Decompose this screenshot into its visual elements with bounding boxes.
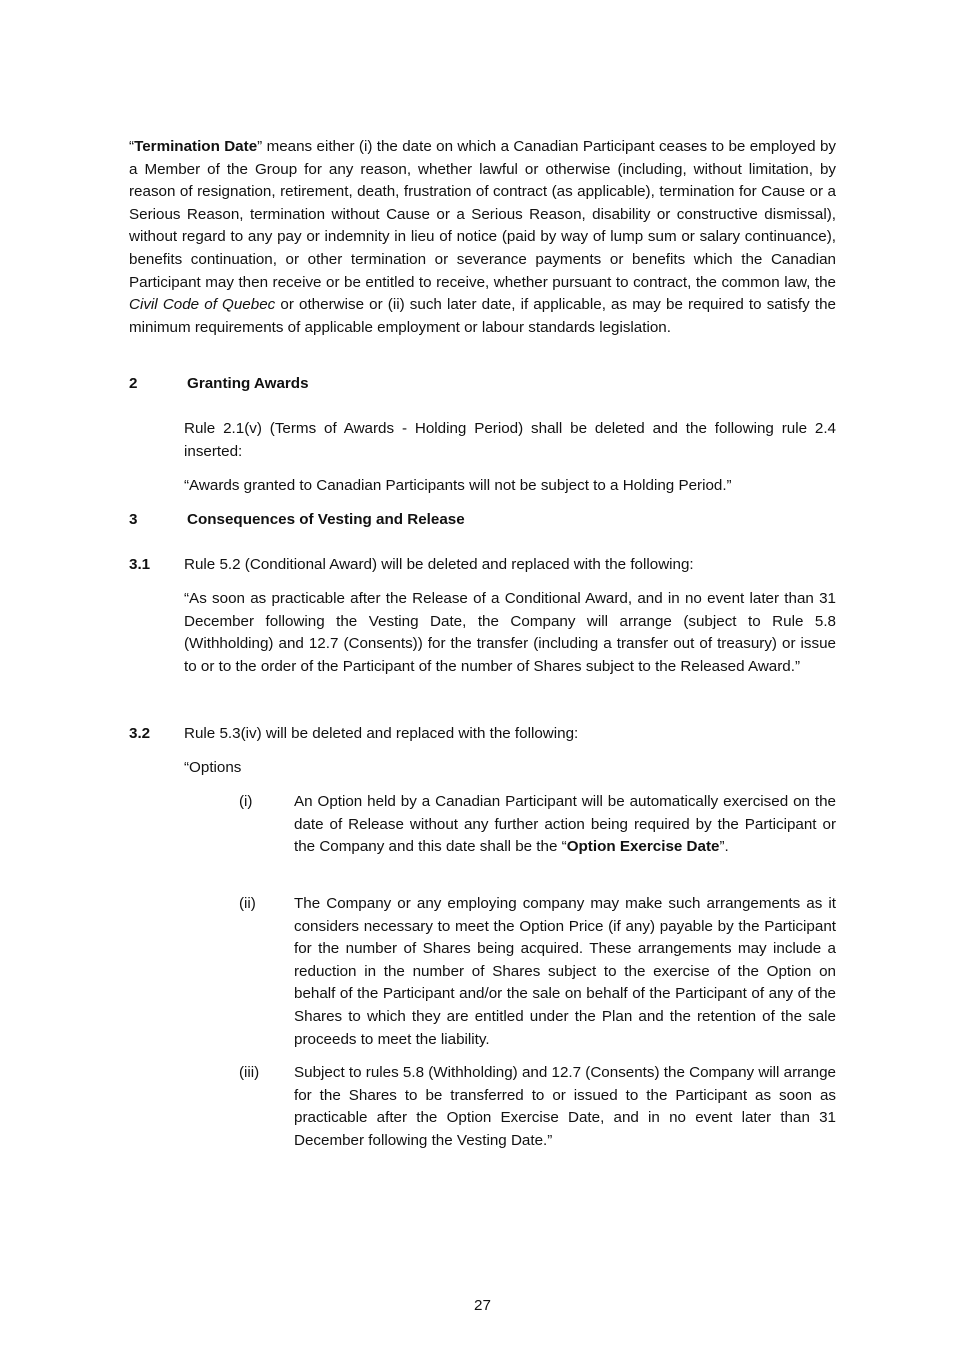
list-item: Subject to rules 5.8 (Withholding) and 12.7 (Consents) the Company will arrange for the Shares to be transferred to or issued to the Participant as soon as practicable after the Option Exercise Date, and in no event later than 31 December following the Vesting Date.” xyxy=(294,1064,836,1149)
page-number: 27 xyxy=(474,1297,491,1314)
subsection-3-1-text: Rule 5.2 (Conditional Award) will be deleted and replaced with the following: xyxy=(184,556,694,573)
section-2-quote: “Awards granted to Canadian Participants will not be subject to a Holding Period.” xyxy=(184,477,732,494)
list-item-marker: (i) xyxy=(239,793,253,810)
list-item-marker: (iii) xyxy=(239,1064,260,1081)
italic-reference: Civil Code of Quebec xyxy=(129,296,276,314)
list-item: The Company or any employing company may make such arrangements as it considers necessary to meet the Option Price (if any) payable by the Participant for the number of Shares being acquired. These arrangements may include a reduction in the number of Shares subject to the exercise of the Option on behalf of the Participant and/or the sale on behalf of the Participant of any of the Shares to which they are entitled under the Plan and the retention of the sale proceeds to meet the liability. xyxy=(294,895,836,1048)
termination-date-definition: “Termination Date” means either (i) the date on which a Canadian Participant ceases to be employed by a Member of the Group for any reason, whether lawful or otherwise (including, without limitation, by reason of resignation, retirement, death, frustration of contract (as applicable), termination for Cause or a Serious Reason, termination without Cause or a Serious Reason, disability or constructive dismissal), without regard to any pay or indemnity in lieu of notice (paid by way of lump sum or salary continuance), benefits continuation, or other termination or severance payments or benefits which the Canadian Participant may then receive or be entitled to receive, whether pursuant to contract, the common law, the Civil Code of Quebec or otherwise or (ii) such later date, if applicable, as may be required to satisfy the minimum requirements of applicable employment or labour standards legislation. xyxy=(129,138,836,336)
options-label: “Options xyxy=(184,759,242,776)
subsection-3-2-number: 3.2 xyxy=(129,725,151,742)
section-2-heading: 2 Granting Awards xyxy=(129,375,309,392)
subsection-3-1-number: 3.1 xyxy=(129,556,151,573)
list-item: An Option held by a Canadian Participant will be automatically exercised on the date of Release without any further action being required by the Participant or the Company and this date shall be the “Option Exercise Date”. xyxy=(294,793,836,856)
defined-term: Termination Date xyxy=(134,138,258,155)
defined-term: Option Exercise Date xyxy=(566,838,720,856)
subsection-3-1-quote: “As soon as practicable after the Release of a Conditional Award, and in no event later than 31 December following the Vesting Date, the Company will arrange (subject to Rule 5.8 (Withholding) and 12.7 (Consents)) for the transfer (including a transfer out of treasury) or issue to or to the order of the Participant of the number of Shares subject to the Released Award.” xyxy=(184,590,836,675)
subsection-3-2-text: Rule 5.3(iv) will be deleted and replaced with the following: xyxy=(184,725,579,742)
section-3-heading: 3 Consequences of Vesting and Release xyxy=(129,511,465,528)
section-2-paragraph: Rule 2.1(v) (Terms of Awards - Holding Period) shall be deleted and the following rule 2.4 inserted: xyxy=(184,420,836,460)
list-item-marker: (ii) xyxy=(239,895,256,912)
